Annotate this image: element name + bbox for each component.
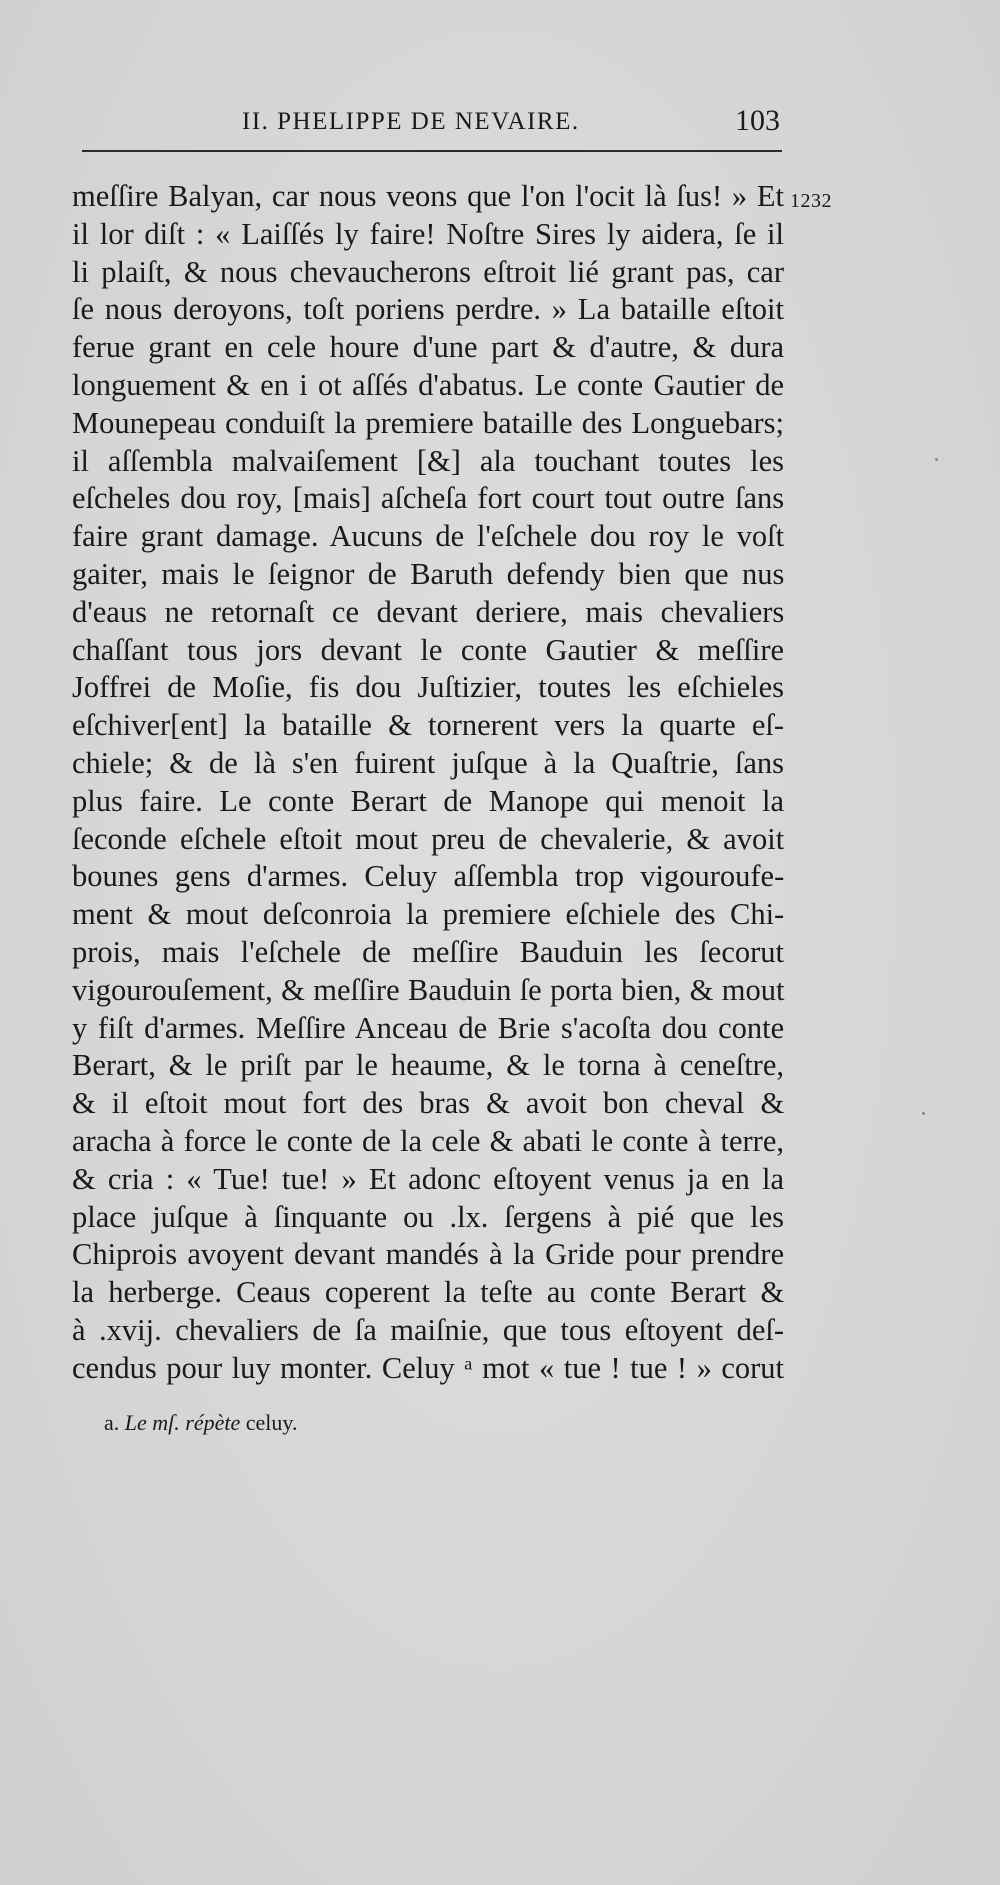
text-line: li plaiſt, & nous chevaucherons eſtroit lié grant pas, car — [72, 254, 784, 289]
text-line: eſcheles dou roy, [mais] aſcheſa fort court tout outre ſans — [72, 481, 785, 516]
text-line: ferue grant en cele houre d'une part & d'autre, & dura — [72, 330, 785, 365]
text-line: plus faire. Le conte Berart de Manope qui menoit la — [72, 783, 784, 818]
text-line: prois, mais l'eſchele de meſſire Bauduin les ſecorut — [72, 934, 784, 969]
text-line: cendus pour luy monter. Celuy ᵃ mot « tue ! tue ! » corut — [72, 1350, 784, 1385]
text-line: & cria : « Tue! tue! » Et adonc eſtoyent venus ja en la — [72, 1161, 785, 1196]
footnote-text: celuy. — [245, 1410, 298, 1435]
text-line: place juſque à ſinquante ou .lx. ſergens à pié que les — [72, 1199, 784, 1234]
text-line: ment & mout deſconroia la premiere eſchiele des Chi- — [72, 897, 785, 932]
running-head: II. PHELIPPE DE NEVAIRE. — [242, 108, 580, 135]
text-line: vigourouſement, & meſſire Bauduin ſe porta bien, & mout — [72, 972, 785, 1007]
text-line: d'eaus ne retornaſt ce devant deriere, mais chevaliers — [72, 594, 785, 629]
text-line: faire grant damage. Aucuns de l'eſchele dou roy le voſt — [72, 519, 785, 554]
text-line: ſe nous deroyons, toſt poriens perdre. » La bataille eſtoit — [72, 292, 784, 327]
text-line: longuement & en i ot aſſés d'abatus. Le conte Gautier de — [72, 367, 784, 402]
text-line: & il eſtoit mout fort des bras & avoit bon cheval & — [72, 1086, 785, 1121]
paper-speck — [922, 1112, 925, 1115]
text-line: ſeconde eſchele eſtoit mout preu de chevalerie, & avoit — [72, 821, 785, 856]
text-line: Berart, & le priſt par le heaume, & le torna à ceneſtre, — [72, 1048, 784, 1083]
text-line: chaſſant tous jors devant le conte Gautier & meſſire — [72, 632, 785, 667]
margin-year-note: 1232 — [790, 190, 832, 212]
text-line: eſchiver[ent] la bataille & tornerent vers la quarte eſ- — [72, 708, 784, 743]
header-rule — [82, 150, 782, 152]
text-line: gaiter, mais le ſeignor de Baruth defendy bien que nus — [72, 556, 785, 591]
page-header — [78, 98, 780, 144]
text-line: chiele; & de là s'en fuirent juſque à la Quaſtrie, ſans — [72, 745, 784, 780]
text-line: il aſſembla malvaiſement [&] ala touchant toutes les — [72, 443, 784, 478]
text-line: la herberge. Ceaus coperent la teſte au conte Berart & — [72, 1275, 785, 1310]
footnote — [104, 1410, 297, 1436]
text-line: il lor diſt : « Laiſſés ly faire! Noſtre Sires ly aidera, ſe il — [72, 216, 784, 251]
footnote-italic-text: Le mſ. répète — [124, 1410, 241, 1435]
paper-speck — [935, 458, 938, 461]
text-line: Joffrei de Moſie, fis dou Juſtizier, toutes les eſchieles — [72, 670, 784, 705]
text-line: aracha à force le conte de la cele & abati le conte à terre, — [72, 1123, 784, 1158]
footnote-marker: a. — [104, 1410, 120, 1435]
page-number: 103 — [735, 104, 780, 137]
text-line: bounes gens d'armes. Celuy aſſembla trop vigouroufe- — [72, 859, 785, 894]
text-line: Mounepeau conduiſt la premiere bataille des Longuebars; — [72, 405, 784, 440]
text-line: à .xvij. chevaliers de ſa maiſnie, que tous eſtoyent deſ- — [72, 1312, 784, 1347]
text-line: Chiprois avoyent devant mandés à la Gride pour prendre — [72, 1237, 785, 1272]
text-line: meſſire Balyan, car nous veons que l'on l'ocit là ſus! » Et — [72, 179, 784, 213]
body-text — [72, 178, 784, 1388]
text-line: y fiſt d'armes. Meſſire Anceau de Brie s'acoſta dou conte — [72, 1010, 785, 1045]
